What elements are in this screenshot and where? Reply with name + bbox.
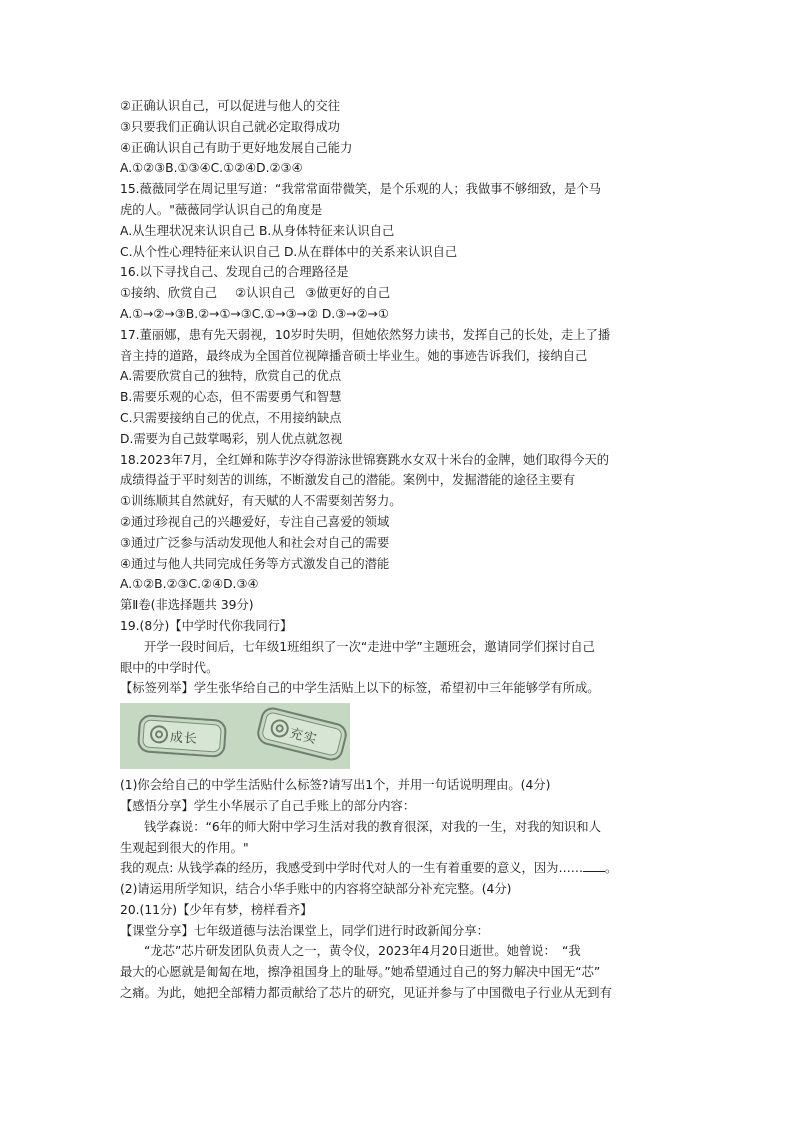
option-line: ①训练顺其自然就好，有天赋的人不需要刻苦努力。 bbox=[120, 494, 402, 509]
opinion-line bbox=[120, 858, 680, 879]
answer-choice-b: B.需要乐观的心态，但不需要勇气和智慧 bbox=[120, 390, 342, 405]
tag-growth bbox=[137, 714, 227, 758]
option-line: ④正确认识自己有助于更好地发展自己能力 bbox=[120, 140, 353, 155]
question-15-cont: 虎的人。"薇薇同学认识自己的角度是 bbox=[120, 202, 323, 217]
question-17: 17.董丽娜，患有先天弱视，10岁时失明，但她依然努力读书，发挥自己的长处，走上了播 bbox=[120, 327, 611, 342]
question-19: 19.(8分)【中学时代你我同行】 bbox=[120, 618, 293, 633]
option-1: ①接纳、欣赏自己 bbox=[120, 286, 218, 301]
answer-blank bbox=[583, 859, 605, 872]
section-heading: 第Ⅱ卷(非选择题共 39分) bbox=[120, 598, 254, 613]
quote-line-cont: 生观起到很大的作用。" bbox=[120, 840, 249, 855]
option-line: ②通过珍视自己的兴趣爱好，专注自己喜爱的领域 bbox=[120, 514, 390, 529]
answer-choice-d: D.需要为自己鼓掌喝彩，别人优点就忽视 bbox=[120, 431, 343, 446]
news-paragraph-cont: 之痛。为此，她把全部精力都贡献给了芯片的研究，见证并参与了中国微电子行业从无到有 bbox=[120, 986, 612, 1001]
tag-hole-icon bbox=[269, 718, 291, 740]
quote-line: 钱学森说：“6年的师大附中学习生活对我的教育很深，对我的一生，对我的知识和人 bbox=[144, 819, 601, 834]
tag-hole-icon bbox=[149, 725, 168, 744]
option-line: ③通过广泛参与活动发现他人和社会对自己的需要 bbox=[120, 535, 390, 550]
sharing-intro: 【感悟分享】学生小华展示了自己手账上的部分内容： bbox=[120, 798, 416, 813]
question-17-cont: 音主持的道路，最终成为全国首位视障播音硕士毕业生。她的事迹告诉我们，接纳自己 bbox=[120, 348, 588, 363]
answer-choices: A.①②③B.①③④C.①②④D.②③④ bbox=[120, 161, 303, 176]
tag-label: 成长 bbox=[169, 730, 199, 748]
answer-choices: C.从个性心理特征来认识自己 D.从在群体中的关系来认识自己 bbox=[120, 244, 458, 259]
period: 。 bbox=[605, 861, 618, 876]
question-15: 15.薇薇同学在周记里写道：“我常常面带微笑，是个乐观的人；我做事不够细致，是个马 bbox=[120, 182, 601, 197]
sub-question-1: (1)你会给自己的中学生活贴什么标签?请写出1个，并用一句话说明理由。(4分) bbox=[120, 778, 551, 793]
tag-list-intro: 【标签列举】学生张华给自己的中学生活贴上以下的标签，希望初中三年能够学有所成。 bbox=[120, 681, 600, 696]
option-line bbox=[120, 283, 680, 304]
tags-image bbox=[120, 703, 350, 769]
news-paragraph: “龙芯”芯片研发团队负责人之一，黄令仪，2023年4月20日逝世。她曾说： “我 bbox=[144, 944, 581, 959]
paragraph: 开学一段时间后，七年级1班组织了一次“走进中学”主题班会，邀请同学们探讨自己 bbox=[144, 639, 595, 654]
class-sharing: 【课堂分享】七年级道德与法治课堂上，同学们进行时政新闻分享： bbox=[120, 923, 489, 938]
answer-choice-c: C.只需要接纳自己的优点，不用接纳缺点 bbox=[120, 410, 342, 425]
paragraph-cont: 眼中的中学时代。 bbox=[120, 660, 219, 675]
question-20: 20.(11分)【少年有梦，榜样看齐】 bbox=[120, 902, 313, 917]
tag-label: 充实 bbox=[287, 726, 319, 748]
option-line: ③只要我们正确认识自己就必定取得成功 bbox=[120, 119, 341, 134]
question-18: 18.2023年7月，全红婵和陈芋汐夺得游泳世锦赛跳水女双十米台的金牌，她们取得今天的 bbox=[120, 452, 610, 467]
answer-choices: A.①→②→③B.②→①→③C.①→③→② D.③→②→① bbox=[120, 306, 389, 321]
question-18-cont: 成绩得益于平时刻苦的训练，不断激发自己的潜能。案例中，发掘潜能的途径主要有 bbox=[120, 473, 575, 488]
option-line: ④通过与他人共同完成任务等方式激发自己的潜能 bbox=[120, 556, 390, 571]
news-paragraph-cont: 最大的心愿就是匍匐在地，擦净祖国身上的耻辱。”她希望通过自己的努力解决中国无“芯” bbox=[120, 965, 601, 980]
sub-question-2: (2)请运用所学知识，结合小华手账中的内容将空缺部分补充完整。(4分) bbox=[120, 882, 512, 897]
opinion-text: 我的观点: 从钱学森的经历，我感受到中学时代对人的一生有着重要的意义，因为…… bbox=[120, 861, 584, 876]
answer-choices: A.①②B.②③C.②④D.③④ bbox=[120, 577, 259, 592]
exam-page bbox=[120, 96, 680, 1004]
option-3: ③做更好的自己 bbox=[305, 286, 391, 301]
option-2: ②认识自己 bbox=[235, 286, 296, 301]
question-16: 16.以下寻找自己、发现自己的合理路径是 bbox=[120, 265, 349, 280]
tag-fulfilling bbox=[255, 705, 350, 763]
answer-choices: A.从生理状况来认识自己 B.从身体特征来认识自己 bbox=[120, 223, 395, 238]
option-line: ②正确认识自己，可以促进与他人的交往 bbox=[120, 99, 341, 113]
answer-choice-a: A.需要欣赏自己的独特，欣赏自己的优点 bbox=[120, 369, 342, 384]
